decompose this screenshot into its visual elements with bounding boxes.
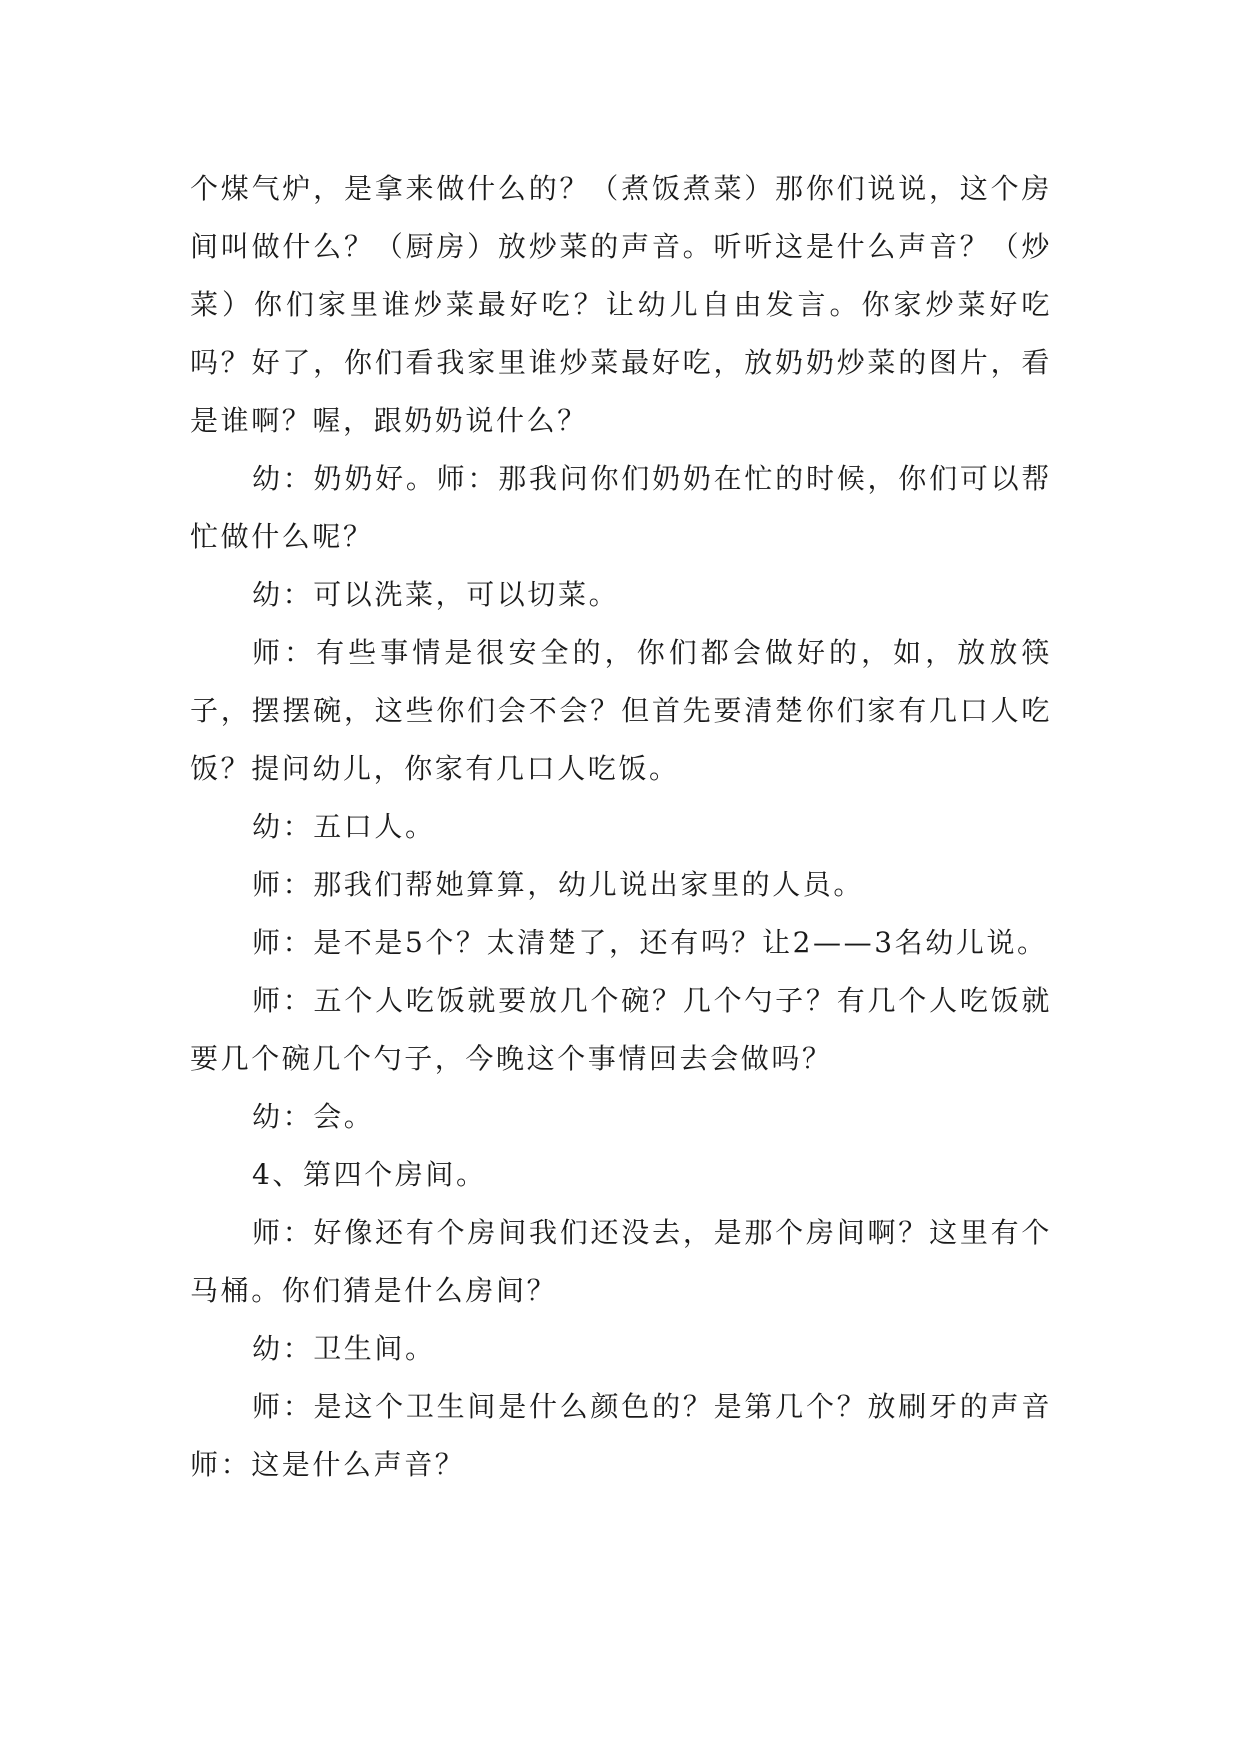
paragraph-3: 幼：可以洗菜，可以切菜。: [252, 578, 620, 611]
paragraph-13: 师：是这个卫生间是什么颜色的？是第几个？放刷牙的声音师：这是什么声音？: [190, 1390, 1052, 1481]
paragraph-5: 幼：五口人。: [252, 810, 436, 843]
paragraph-8: 师：五个人吃饭就要放几个碗？几个勺子？有几个人吃饭就要几个碗几个勺子，今晚这个事情回去会做吗？: [190, 984, 1052, 1075]
paragraph-9: 幼：会。: [252, 1100, 375, 1133]
paragraph-11: 师：好像还有个房间我们还没去，是那个房间啊？这里有个马桶。你们猜是什么房间？: [190, 1216, 1052, 1307]
section-heading-room-4: 4、第四个房间。: [252, 1158, 487, 1191]
paragraph-1: 个煤气炉，是拿来做什么的？（煮饭煮菜）那你们说说，这个房间叫做什么？（厨房）放炒菜的声音。听听这是什么声音？（炒菜）你们家里谁炒菜最好吃？让幼儿自由发言。你家炒菜好吃吗？好了，你们看我家里谁炒菜最好吃，放奶奶炒菜的图片，看是谁啊？喔，跟奶奶说什么？: [190, 172, 1052, 437]
paragraph-4: 师：有些事情是很安全的，你们都会做好的，如，放放筷子，摆摆碗，这些你们会不会？但首先要清楚你们家有几口人吃饭？提问幼儿，你家有几口人吃饭。: [190, 636, 1052, 785]
paragraph-7: 师：是不是5个？太清楚了，还有吗？让2——3名幼儿说。: [252, 926, 1048, 959]
paragraph-6: 师：那我们帮她算算，幼儿说出家里的人员。: [252, 868, 865, 901]
paragraph-2: 幼：奶奶好。师：那我问你们奶奶在忙的时候，你们可以帮忙做什么呢？: [190, 462, 1052, 553]
document-body: [190, 160, 1052, 1494]
paragraph-12: 幼：卫生间。: [252, 1332, 436, 1365]
